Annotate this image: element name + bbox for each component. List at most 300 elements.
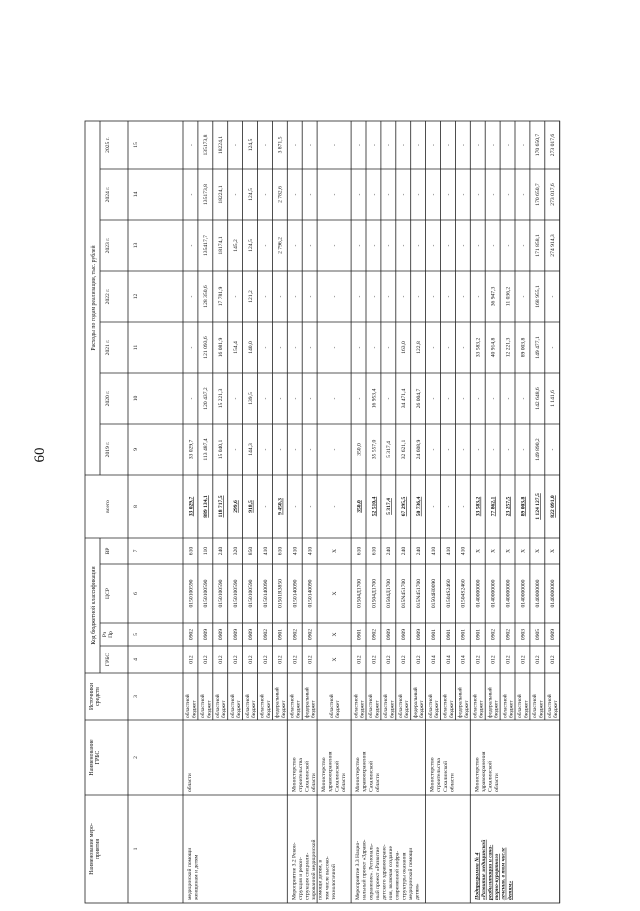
year-value-7: - [415, 144, 422, 146]
responsible-name: Министерство [474, 757, 481, 792]
year-value-2: - [232, 397, 239, 400]
source-of-funds: областной [502, 694, 509, 718]
source-of-funds: областной [442, 694, 449, 718]
csr-code: 0140000000 [505, 579, 512, 608]
responsible-name: области [311, 773, 318, 792]
year-value-1: - [550, 448, 557, 451]
year-value-6: - [401, 193, 408, 196]
grbs-code: 012 [475, 655, 482, 664]
grbs-code: 014 [460, 655, 467, 664]
year-value-3: 12 221,3 [505, 337, 512, 358]
vr-code: 110 [203, 546, 210, 556]
total-value: - [460, 505, 467, 508]
year-value-2: - [331, 397, 338, 400]
source-of-funds: областной [214, 694, 221, 718]
header-col-number: 9 [133, 448, 139, 451]
year-value-4: - [460, 295, 467, 298]
year-value-1: - [475, 448, 482, 451]
year-value-4: - [430, 295, 437, 298]
year-value-2: - [188, 397, 195, 400]
source-of-funds: областной [185, 694, 192, 718]
vr-code: X [535, 548, 542, 554]
year-value-6: 18224,1 [218, 185, 225, 204]
header-name-col: приятия [95, 838, 101, 860]
year-value-6: - [262, 193, 269, 196]
csr-code: 01504S2460 [460, 579, 467, 608]
year-value-2: - [430, 397, 437, 400]
vr-code: 850 [247, 546, 254, 556]
year-value-3: 40 914,8 [490, 337, 497, 358]
activity-name: струкция специали- [304, 852, 311, 900]
year-value-7: 3 871,5 [277, 136, 284, 154]
total-value: 33 583,2 [475, 496, 482, 517]
source-of-funds: бюджет [463, 700, 470, 718]
vr-code: X [550, 548, 557, 554]
grbs-code: 012 [386, 655, 393, 664]
header-col-number: 4 [133, 658, 139, 661]
rz-pr-code: 0902 [371, 628, 378, 641]
rz-pr-code: 0902 [490, 628, 497, 641]
header-year-2: 2020 г. [105, 390, 111, 407]
source-of-funds: бюджет [280, 700, 287, 718]
activity-name: помощи детям, в [317, 860, 324, 900]
year-value-6: 273 017,6 [550, 183, 557, 206]
csr-code: 0150100590 [247, 579, 254, 608]
year-value-7: - [232, 144, 239, 146]
year-value-2: 142 648,6 [535, 387, 542, 410]
year-value-1: - [505, 448, 512, 451]
total-value: 89 003,8 [520, 496, 527, 517]
year-value-5: - [307, 244, 314, 247]
csr-code: 0140000000 [535, 579, 542, 608]
source-of-funds: бюджет [523, 700, 530, 718]
year-value-6: 135173,8 [203, 184, 210, 205]
total-value: 52 510,4 [371, 496, 378, 517]
csr-code: 0150100590 [232, 579, 239, 608]
year-value-6: - [386, 193, 393, 196]
year-value-5: - [331, 244, 338, 247]
year-value-7: - [430, 144, 437, 146]
activity-name: Подпрограмма № 4 [474, 852, 481, 900]
year-value-3: 33 583,2 [475, 337, 482, 358]
vr-code: 410 [292, 546, 299, 556]
year-value-7: - [262, 144, 269, 146]
grbs-code: 012 [415, 655, 422, 664]
responsible-name: области [374, 773, 381, 792]
responsible-name: области [187, 773, 193, 792]
header-col-number: 7 [133, 549, 139, 553]
header-col-number: 14 [133, 191, 139, 198]
grbs-code: 014 [430, 655, 437, 664]
year-value-1: - [445, 448, 452, 451]
total-value: - [445, 505, 452, 508]
csr-code: 0150100590 [203, 579, 210, 608]
year-value-5: 171 858,1 [535, 234, 542, 257]
year-value-5: - [292, 244, 299, 247]
year-value-4: - [550, 295, 557, 298]
activity-name: нальный проект «Здраво- [361, 839, 368, 900]
vr-code: 610 [371, 546, 378, 556]
year-value-3: - [277, 346, 284, 349]
source-of-funds: областной [353, 694, 360, 718]
year-value-5: - [401, 244, 408, 247]
vr-code: 410 [307, 546, 314, 556]
vr-code: 410 [262, 546, 269, 556]
year-value-1: 350,0 [356, 443, 363, 456]
source-of-funds: бюджет [359, 700, 366, 718]
source-of-funds: областной [289, 694, 296, 718]
year-value-2: 16 953,4 [371, 388, 378, 409]
grbs-code: 012 [371, 655, 378, 664]
year-value-5: 2 796,2 [277, 237, 284, 254]
year-value-7: - [490, 144, 497, 146]
header-year-3: 2021 г. [105, 339, 111, 356]
header-col-number: 13 [133, 242, 139, 249]
year-value-6: - [232, 193, 239, 196]
year-value-3: - [460, 346, 467, 349]
year-value-4: - [262, 295, 269, 298]
responsible-name: области [340, 773, 347, 792]
rz-pr-code: 0901 [460, 628, 467, 641]
year-value-5: - [445, 244, 452, 247]
year-value-3: - [356, 346, 363, 349]
activity-name: том числе высоко- [324, 856, 331, 900]
year-value-1: - [232, 448, 239, 451]
total-value: 822 091,0 [550, 495, 557, 518]
year-value-6: - [331, 193, 338, 196]
year-value-6: 2 782,6 [277, 186, 284, 203]
header-name-col: Наименование меро- [89, 823, 95, 875]
year-value-7: 273 017,6 [550, 133, 557, 157]
csr-code: X [331, 591, 338, 596]
year-value-3: - [188, 346, 195, 349]
year-value-2: - [505, 397, 512, 400]
source-of-funds: бюджет [206, 700, 213, 718]
total-value: 1 124 127,5 [535, 493, 542, 520]
vr-code: 240 [401, 546, 408, 556]
year-value-6: 124,5 [247, 188, 254, 201]
total-value: - [292, 505, 299, 508]
year-value-2: 34 471,4 [401, 388, 408, 409]
year-value-1: 113 487,4 [203, 438, 210, 461]
year-value-5: 145,2 [232, 239, 239, 252]
source-of-funds: областной [200, 694, 207, 718]
source-of-funds: областной [229, 694, 236, 718]
responsible-name: области [494, 773, 501, 792]
header-year-7: 2025 г. [105, 137, 111, 153]
year-value-7: - [401, 144, 408, 146]
year-value-6: - [460, 193, 467, 196]
table-rotated-frame [85, 121, 560, 903]
header-src-col: средств [95, 687, 101, 706]
year-value-2: - [490, 397, 497, 400]
header-col-number: 6 [133, 592, 139, 595]
year-value-3: - [386, 346, 393, 349]
year-value-2: 139,5 [247, 392, 254, 405]
year-value-4: - [475, 295, 482, 298]
year-value-5: - [188, 244, 195, 247]
year-value-7: - [520, 144, 527, 146]
vr-code: 240 [386, 546, 393, 556]
year-value-2: - [262, 397, 269, 400]
year-value-1: 32 621,1 [401, 439, 408, 460]
total-value: - [430, 505, 437, 508]
source-of-funds: бюджет [265, 700, 272, 718]
year-value-4: - [277, 295, 284, 298]
header-year-5: 2023 г. [105, 237, 111, 254]
total-value: 299,6 [232, 500, 239, 513]
source-of-funds: бюджет [419, 700, 426, 718]
activity-name: детям» [507, 880, 514, 900]
vr-code: 610 [188, 546, 195, 556]
rz-pr-code: 0903 [520, 628, 527, 641]
vr-code: 610 [356, 546, 363, 556]
year-value-4: - [232, 295, 239, 298]
rz-pr-code: 0901 [445, 628, 452, 641]
header-year-6: 2024 г. [105, 186, 111, 203]
total-value: - [262, 505, 269, 508]
year-value-7: 124,5 [247, 138, 254, 152]
year-value-5: 135417,7 [203, 235, 210, 256]
year-value-4: - [188, 295, 195, 298]
responsible-name: Сахалинской [304, 761, 311, 792]
year-value-6: - [505, 193, 512, 196]
rz-pr-code: 0909 [415, 628, 422, 641]
responsible-name: Министерство [291, 757, 298, 792]
total-value: 350,0 [356, 500, 363, 513]
year-value-1: 24 608,9 [415, 439, 422, 460]
csr-code: 01504Д1700 [356, 579, 363, 608]
vr-code: 240 [415, 546, 422, 556]
rz-pr-code: 0901 [475, 628, 482, 641]
vr-code: X [505, 548, 512, 554]
vr-code: 240 [218, 546, 225, 556]
csr-code: 0140000000 [520, 579, 527, 608]
vr-code: 410 [445, 546, 452, 556]
responsible-name: строительства [297, 758, 304, 792]
year-value-4: - [292, 295, 299, 298]
year-value-2: - [292, 397, 299, 400]
year-value-3: 89 003,8 [520, 337, 527, 358]
source-of-funds: бюджет [448, 700, 455, 718]
year-value-3: - [331, 346, 338, 349]
csr-code: 0150140090 [262, 579, 269, 608]
year-value-5: 18174,1 [218, 236, 225, 255]
csr-code: 0140000000 [475, 579, 482, 608]
grbs-code: 012 [535, 655, 542, 664]
year-value-5: - [460, 244, 467, 247]
year-value-2: - [386, 397, 393, 400]
year-value-2: - [307, 397, 314, 400]
total-value: 118 717,5 [218, 495, 225, 518]
activity-name: технологичной [330, 864, 337, 900]
year-value-4: 36 947,3 [490, 286, 497, 307]
year-value-3: 121 093,6 [203, 336, 210, 359]
year-value-4: 168 955,1 [535, 285, 542, 308]
rz-pr-code: 0902 [262, 628, 269, 641]
source-of-funds: бюджет [508, 700, 515, 718]
activity-name: детям» [414, 883, 421, 900]
year-value-3: - [550, 346, 557, 349]
source-of-funds: областной [532, 694, 539, 718]
csr-code: 0140000000 [490, 579, 497, 608]
grbs-code: 012 [232, 655, 239, 664]
grbs-code: 012 [277, 655, 284, 664]
activity-name: «Развитие медицинской [480, 839, 487, 900]
source-of-funds: бюджет [310, 700, 317, 718]
rz-pr-code: 0902 [505, 628, 512, 641]
source-of-funds: федеральный [487, 687, 494, 718]
header-year-1: 2019 г. [105, 441, 111, 458]
source-of-funds: бюджет [478, 700, 485, 718]
rz-pr-code: 0902 [292, 628, 299, 641]
vr-code: X [490, 548, 497, 554]
year-value-1: 33 029,7 [188, 439, 195, 460]
csr-code: 01501R3850 [277, 579, 284, 608]
source-of-funds: бюджет [191, 700, 198, 718]
year-value-7: - [331, 144, 338, 146]
rz-pr-code: 0901 [356, 628, 363, 641]
source-of-funds: областной [546, 694, 553, 718]
source-of-funds: бюджет [374, 700, 381, 718]
activity-name: реабилитации и сана- [487, 844, 494, 900]
budget-table [85, 121, 560, 903]
total-value: 77 862,1 [490, 496, 497, 517]
header-src-col: Источники [89, 682, 95, 711]
activity-name: женщинам и детям [193, 854, 200, 900]
year-value-1: - [307, 448, 314, 451]
source-of-funds: бюджет [433, 700, 440, 718]
vr-code: X [520, 548, 527, 554]
year-value-3: - [445, 346, 452, 349]
header-col-number: 1 [133, 847, 139, 851]
activity-name: ный проект «Развитие [374, 847, 381, 900]
rz-pr-code: 0909 [386, 628, 393, 641]
header-col-number: 12 [133, 293, 139, 300]
year-value-5: - [415, 244, 422, 247]
year-value-6: - [415, 193, 422, 196]
year-value-5: - [356, 244, 363, 247]
grbs-code: 012 [262, 655, 269, 664]
vr-code: 410 [460, 546, 467, 556]
grbs-code: 012 [247, 655, 254, 664]
grbs-code: 012 [356, 655, 363, 664]
year-value-6: - [356, 193, 363, 196]
year-value-4: - [520, 295, 527, 298]
source-of-funds: областной [517, 694, 524, 718]
responsible-name: Сахалинской [334, 761, 341, 792]
total-value: - [331, 505, 338, 508]
vr-code: 320 [232, 546, 239, 556]
source-of-funds: областной [397, 694, 404, 718]
year-value-4: - [386, 295, 393, 298]
year-value-7: - [505, 144, 512, 146]
year-value-5: - [430, 244, 437, 247]
year-value-1: 144,3 [247, 443, 254, 456]
year-value-5: 274 914,3 [550, 234, 557, 257]
source-of-funds: бюджет [250, 700, 257, 718]
total-value: 9 450,3 [277, 498, 284, 515]
year-value-6: - [307, 193, 314, 196]
vr-code: X [475, 548, 482, 554]
year-value-1: - [262, 448, 269, 451]
grbs-code: 012 [203, 655, 210, 664]
year-value-3: 140,0 [247, 341, 254, 354]
activity-name: струкция и рекон- [297, 857, 304, 900]
responsible-name: Министерство [429, 757, 436, 792]
grbs-code: 012 [292, 655, 299, 664]
header-budget-group: Код бюджетной классификации [91, 566, 97, 645]
source-of-funds: бюджет [335, 700, 341, 718]
csr-code: 01504Д1700 [386, 579, 393, 608]
year-value-7: - [460, 144, 467, 146]
source-of-funds: федеральный [457, 687, 464, 718]
year-value-7: - [188, 144, 195, 146]
total-value: 889 134,1 [203, 495, 210, 518]
year-value-4: 17 781,9 [218, 286, 225, 307]
source-of-funds: федеральный [412, 687, 419, 718]
header-col-number: 3 [133, 695, 139, 698]
rz-pr-code: X [331, 632, 338, 637]
year-value-5: - [520, 244, 527, 247]
header-total: всего [105, 500, 111, 513]
rz-pr-code: 0902 [307, 628, 314, 641]
rz-pr-code: 0902 [188, 628, 195, 641]
page-number: 60 [32, 447, 48, 463]
year-value-6: - [430, 193, 437, 196]
activity-name: охранение». Региональ- [368, 843, 375, 900]
year-value-4: - [401, 295, 408, 298]
csr-code: 01504Д1700 [371, 579, 378, 608]
year-value-2: 15 221,3 [218, 388, 225, 409]
activity-name: Мероприятие 3.3 Нацио- [355, 840, 362, 900]
year-value-7: 135173,8 [203, 134, 210, 156]
year-value-6: - [371, 193, 378, 196]
year-value-5: - [371, 244, 378, 247]
year-value-1: - [430, 448, 437, 451]
total-value: - [307, 505, 314, 508]
grbs-code: 012 [218, 655, 225, 664]
year-value-4: - [307, 295, 314, 298]
year-value-1: - [520, 448, 527, 451]
csr-code: 0140000000 [550, 579, 557, 608]
responsible-name: Сахалинской [442, 761, 449, 792]
year-value-1: - [490, 448, 497, 451]
rz-pr-code: 0909 [401, 628, 408, 641]
year-value-5: - [475, 244, 482, 247]
header-col-number: 5 [133, 633, 139, 636]
year-value-4: - [331, 295, 338, 298]
grbs-code: 012 [188, 655, 195, 664]
source-of-funds: бюджет [538, 700, 545, 718]
source-of-funds: областной [244, 694, 251, 718]
activity-name: лечения, в том числе [500, 847, 507, 900]
year-value-7: 170 650,7 [535, 133, 542, 157]
header-col-number: 11 [133, 344, 139, 351]
header-col-number: 2 [133, 756, 139, 759]
source-of-funds: областной [259, 694, 266, 718]
activity-name: зированной медицинской [311, 839, 318, 900]
activity-name: медицинской помощи [187, 847, 193, 900]
responsible-name: Сахалинской [487, 761, 494, 792]
source-of-funds: бюджет [389, 700, 396, 718]
header-expense-group: Расходы по годам реализации, тыс. рублей [91, 245, 97, 351]
rz-pr-code: 0909 [247, 628, 254, 641]
year-value-3: 149 477,1 [535, 336, 542, 359]
activity-name: детского здравоохране- [381, 844, 388, 900]
year-value-5: - [386, 244, 393, 247]
header-col-number: 10 [133, 395, 139, 402]
